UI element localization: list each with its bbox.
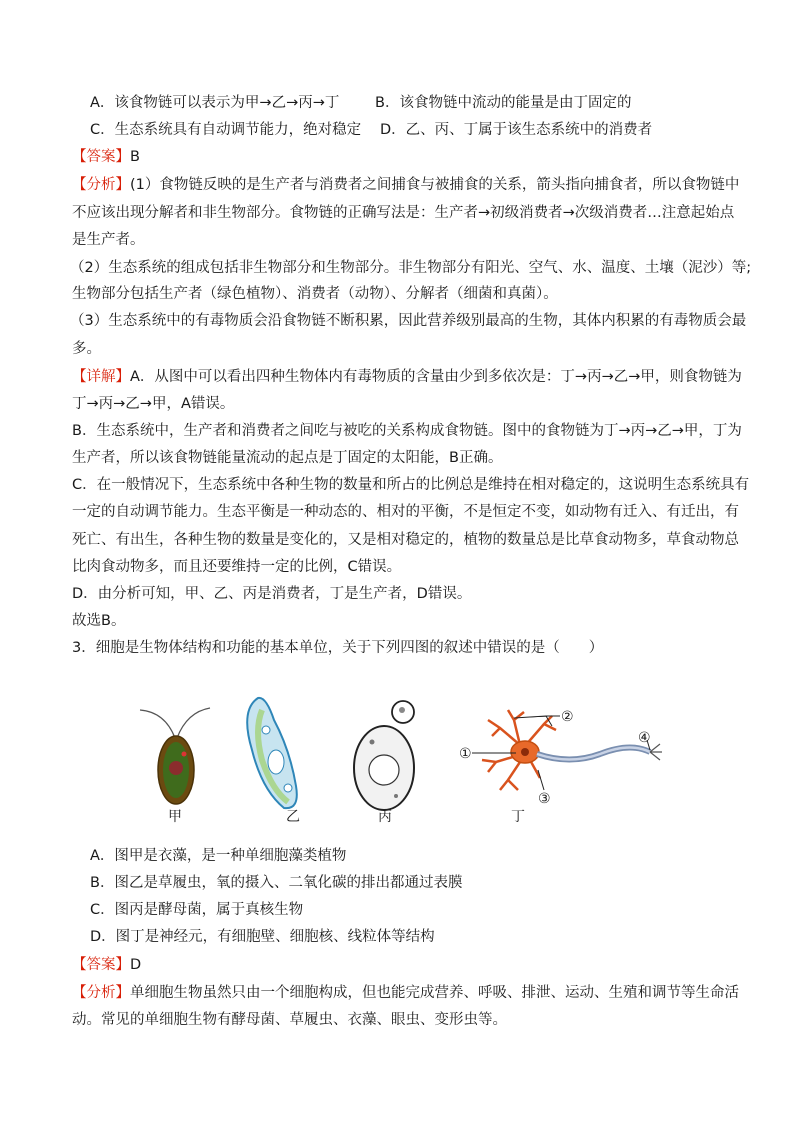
q2-analysis-line-4: （2）生态系统的组成包括非生物部分和生物部分。非生物部分有阳光、空气、水、温度、土壤（泥沙）等; xyxy=(70,260,752,276)
analysis-text: 单细胞生物虽然只由一个细胞构成，但也能完成营养、呼吸、排泄、运动、生殖和调节等生命活 xyxy=(130,985,739,1001)
detail-text: A．从图中可以看出四种生物体内有毒物质的含量由少到多依次是：丁→丙→乙→甲，则食物链为 xyxy=(130,369,742,385)
q2-detail-line-8: 比肉食动物多，而且还要维持一定的比例，C错误。 xyxy=(72,559,402,575)
q3-analysis-line-2: 动。常见的单细胞生物有酵母菌、草履虫、衣藻、眼虫、变形虫等。 xyxy=(72,1012,507,1028)
q2-detail-line-4: 生产者，所以该食物链能量流动的起点是丁固定的太阳能，B正确。 xyxy=(72,450,503,466)
q2-detail-line-9: D．由分析可知，甲、乙、丙是消费者，丁是生产者，D错误。 xyxy=(72,586,472,602)
caption-yi: 乙 xyxy=(286,809,300,825)
chlamydomonas-figure xyxy=(140,708,210,804)
q2-detail-line-3: B．生态系统中，生产者和消费者之间吃与被吃的关系构成食物链。图中的食物链为丁→丙→乙→甲，丁为 xyxy=(72,423,742,439)
q2-analysis-line-6: （3）生态系统中的有毒物质会沿食物链不断积累，因此营养级别最高的生物，其体内积累的有毒物质会最 xyxy=(70,313,747,329)
caption-ding: 丁 xyxy=(511,809,525,825)
detail-tag: 【详解】 xyxy=(72,369,130,385)
q2-detail-line-5: C．在一般情况下，生态系统中各种生物的数量和所占的比例总是维持在相对稳定的，这说明生态系统具有 xyxy=(72,477,750,493)
answer-text: D xyxy=(130,957,142,973)
marker-1: ① xyxy=(459,746,472,762)
q2-option-d: D．乙、丙、丁属于该生态系统中的消费者 xyxy=(380,122,653,138)
q2-analysis-line-3: 是生产者。 xyxy=(72,232,145,248)
answer-tag: 【答案】 xyxy=(72,149,130,165)
yeast-figure xyxy=(354,701,414,810)
q3-stem: 3．细胞是生物体结构和功能的基本单位，关于下列四图的叙述中错误的是（ ） xyxy=(72,640,604,656)
q3-option-b: B．图乙是草履虫，氧的摄入、二氧化碳的排出都通过表膜 xyxy=(90,875,463,891)
answer-tag: 【答案】 xyxy=(72,957,130,973)
q3-option-c: C．图丙是酵母菌，属于真核生物 xyxy=(90,902,304,918)
q2-detail-line-2: 丁→丙→乙→甲，A错误。 xyxy=(72,396,235,412)
q2-analysis-line-5: 生物部分包括生产者（绿色植物）、消费者（动物）、分解者（细菌和真菌）。 xyxy=(72,286,558,302)
q2-answer xyxy=(72,147,140,167)
q3-answer xyxy=(72,955,141,975)
q2-option-b: B．该食物链中流动的能量是由丁固定的 xyxy=(375,95,632,111)
neuron-figure xyxy=(459,709,662,807)
q2-analysis-line-2: 不应该出现分解者和非生物部分。食物链的正确写法是：生产者→初级消费者→次级消费者…注意起始点 xyxy=(72,205,735,221)
q3-option-a: A．图甲是衣藻，是一种单细胞藻类植物 xyxy=(90,848,347,864)
marker-3: ③ xyxy=(538,791,551,807)
analysis-tag: 【分析】 xyxy=(72,177,130,193)
q2-detail-line-1 xyxy=(72,367,742,387)
q3-option-d: D．图丁是神经元，有细胞壁、细胞核、线粒体等结构 xyxy=(90,929,435,945)
q2-detail-line-7: 死亡、有出生，各种生物的数量是变化的，又是相对稳定的，植物的数量总是比草食动物多，草食动物总 xyxy=(72,532,739,548)
q2-detail-line-6: 一定的自动调节能力。生态平衡是一种动态的、相对的平衡，不是恒定不变，如动物有迁入、有迁出，有 xyxy=(72,504,739,520)
marker-4: ④ xyxy=(638,730,651,746)
q2-analysis-line-7: 多。 xyxy=(72,341,101,357)
paramecium-figure xyxy=(247,698,297,808)
analysis-text: (1）食物链反映的是生产者与消费者之间捕食与被捕食的关系，箭头指向捕食者，所以食物链中 xyxy=(130,177,740,193)
q2-analysis-line-1 xyxy=(72,175,739,195)
marker-2: ② xyxy=(561,709,574,725)
q3-analysis-line-1 xyxy=(72,983,739,1003)
q2-option-c: C．生态系统具有自动调节能力，绝对稳定 xyxy=(90,122,362,138)
cell-figures xyxy=(0,690,794,830)
analysis-tag: 【分析】 xyxy=(72,985,130,1001)
q2-option-a: A．该食物链可以表示为甲→乙→丙→丁 xyxy=(90,95,340,111)
caption-jia: 甲 xyxy=(168,809,182,825)
q2-detail-line-10: 故选B。 xyxy=(72,613,126,629)
answer-text: B xyxy=(130,149,140,165)
caption-bing: 丙 xyxy=(378,809,392,825)
